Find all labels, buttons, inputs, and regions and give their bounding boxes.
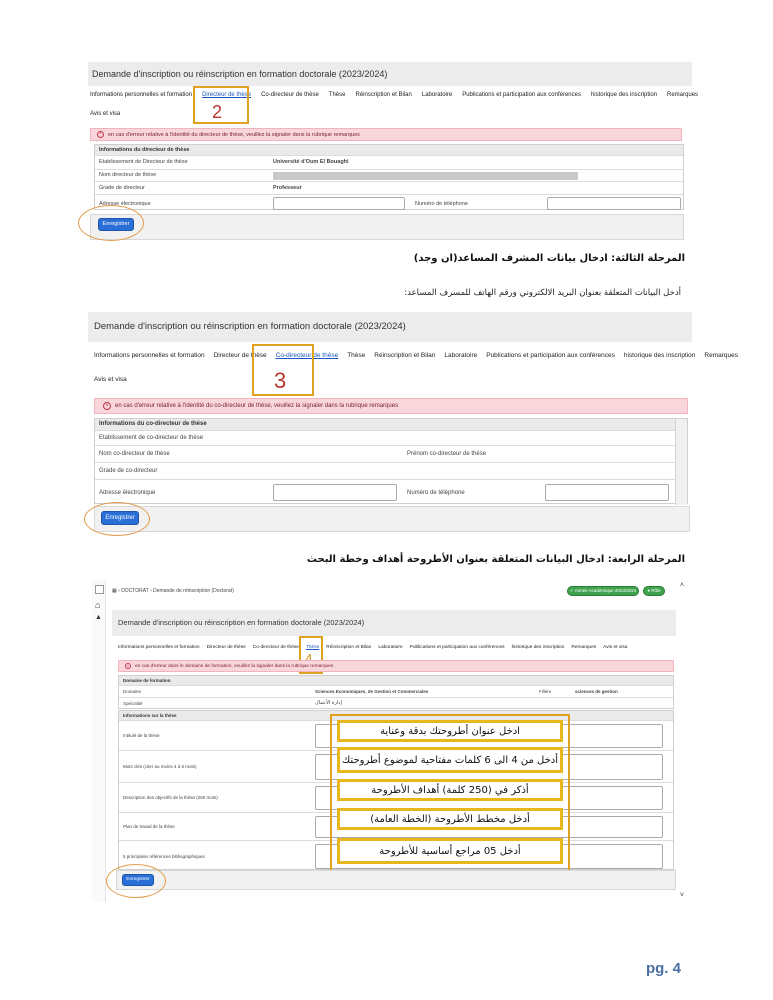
alert-text: en cas d'erreur relative à l'identité du co-directeur de thèse, veuillez la signaler dans la rubrique remarques [115, 403, 399, 409]
intitule-label: Intitulé de la thèse [123, 733, 160, 738]
objectifs-label: Description des objectifs de la thèse (250 mots) [123, 795, 218, 800]
directeur-info-box [94, 144, 684, 210]
alert-box [94, 398, 688, 414]
tab-bar [94, 352, 738, 359]
specialite-label: Spécialité [123, 701, 143, 706]
alert-box [90, 128, 682, 141]
save-button[interactable]: Enregistrer [122, 874, 154, 886]
tab-these[interactable]: Thèse [347, 352, 366, 359]
tab-remarques[interactable]: Remarques [704, 352, 739, 359]
email-input[interactable] [273, 484, 397, 501]
row-nom [95, 169, 683, 181]
save-highlight-ring [78, 205, 144, 241]
step-number: 2 [212, 102, 223, 122]
row-grade [95, 181, 683, 194]
grade-label: Grade de co-directeur [99, 468, 158, 474]
panel-directeur [88, 60, 699, 246]
panel-codirecteur [88, 312, 739, 534]
row-contact [95, 479, 675, 505]
tab-remarques[interactable]: Remarques [571, 645, 597, 650]
domaine-value: Sciences Economiques, de Gestion et Commerciales [315, 689, 429, 694]
scroll-down-icon[interactable]: ˅ [679, 892, 684, 899]
row-nom [95, 445, 675, 462]
tab-publications[interactable]: Publications et participation aux conférences [462, 92, 581, 98]
form-footer [116, 870, 676, 890]
etab-label: Etablissement de co-directeur de thèse [99, 435, 204, 441]
redacted-name [273, 172, 578, 180]
row-grade [95, 462, 675, 479]
row-contact [95, 194, 683, 211]
form-footer [94, 506, 690, 532]
plan-label: Plan de travail de la thèse [123, 824, 175, 829]
tab-these[interactable]: Thèse [305, 645, 320, 650]
prenom-label: Prénom co-directeur de thèse [407, 451, 487, 457]
tab-laboratoire[interactable]: Laboratoire [421, 92, 453, 98]
codirecteur-info-box [94, 418, 688, 504]
scrollbar[interactable] [675, 419, 687, 505]
tab-historique[interactable]: historique des inscription [623, 352, 696, 359]
step3-instruction: أدخل البيانات المتعلقة بعنوان البريد الالكتروني ورقم الهاتف للمسرف المساعد: [404, 288, 681, 298]
row-specialite [119, 697, 673, 710]
phone-input[interactable] [545, 484, 669, 501]
user-icon: ● [647, 588, 651, 593]
tab-reinscription[interactable]: Réinscription et Bilan [355, 92, 412, 98]
side-nav [92, 580, 106, 902]
grid-icon: ▦ [112, 588, 117, 594]
email-input[interactable] [273, 197, 405, 210]
tab-codirecteur[interactable]: Co-directeur de thèse [275, 352, 339, 359]
form-footer [90, 214, 684, 240]
alert-text: en cas d'erreur dans le domaine de formation, veuillez la signaler dans la rubrique remarques [135, 663, 334, 669]
save-highlight-ring [84, 502, 150, 536]
panel-title: Demande d'inscription ou réinscription en formation doctorale (2023/2024) [88, 62, 692, 86]
save-highlight-ring [106, 864, 166, 898]
tab-directeur[interactable]: Directeur de thèse [213, 352, 267, 359]
tab-historique[interactable]: historique des inscription [590, 92, 658, 98]
step-number: 3 [274, 368, 287, 393]
tab-informations[interactable]: Informations personnelles et formation [118, 645, 200, 650]
year-badge-text: Année Académique 2023/2024 [574, 588, 637, 593]
tab-publications[interactable]: Publications et participation aux conférences [486, 352, 615, 359]
calendar-icon: ✓ [569, 588, 574, 593]
email-label: Adresse électronique [99, 490, 156, 496]
callout-references: أدخل 05 مراجع أساسية للأطروحة [337, 838, 563, 864]
alert-text: en cas d'erreur relative à l'identité du directeur de thèse, veuillez la signaler dans la rubrique remarques [108, 131, 360, 138]
nom-label: Nom co-directeur de thèse [99, 451, 170, 457]
nom-label: Nom directeur de thèse [99, 172, 157, 178]
phone-input[interactable] [547, 197, 681, 210]
grade-value: Professeur [273, 185, 302, 191]
domaine-box [118, 675, 674, 709]
row-etablissement [95, 430, 675, 445]
chevron-right-icon: › [150, 588, 152, 594]
filiere-label: Filière [539, 689, 552, 694]
grade-label: Grade de directeur [99, 185, 145, 191]
save-button[interactable]: Enregistrer [101, 511, 139, 525]
panel-title: Demande d'inscription ou réinscription en formation doctorale (2023/2024) [112, 610, 676, 636]
graduation-cap-icon[interactable]: ▲ [95, 614, 102, 621]
panel-these [92, 580, 684, 902]
tab-codirecteur[interactable]: Co-directeur de thèse [252, 645, 299, 650]
callout-intitule: ادخل عنوان أطروحتك بدقة وعناية [337, 720, 563, 742]
tab-codirecteur[interactable]: Co-directeur de thèse [261, 92, 319, 98]
close-icon: × [97, 131, 104, 138]
breadcrumb [112, 588, 234, 594]
tab-informations[interactable]: Informations personnelles et formation [90, 92, 193, 98]
chevron-right-icon: › [118, 588, 120, 594]
phone-label: Numéro de téléphone [407, 490, 465, 496]
page-number: pg. 4 [645, 960, 681, 977]
close-icon: × [126, 663, 130, 668]
filiere-value: sciences de gestion [575, 689, 618, 694]
row-domaine [119, 685, 673, 697]
section-title: Informations du directeur de thèse [95, 145, 683, 155]
mots-cles-label: Mots clés (citer au moins 4 à 6 mots) [123, 764, 197, 769]
tab-directeur[interactable]: Directeur de thèse [202, 92, 252, 98]
callout-plan: أدخل مخطط الأطروحة (الخطة العامة) [337, 808, 563, 830]
tab-publications[interactable]: Publications et participation aux conférences [409, 645, 505, 650]
tab-reinscription[interactable]: Réinscription et Bilan [326, 645, 372, 650]
close-icon: × [103, 402, 111, 410]
alert-box [118, 660, 674, 672]
etab-label: Etablissement de Directeur de thèse [99, 159, 188, 165]
breadcrumb-doctorat[interactable]: DOCTORAT [121, 588, 149, 594]
tab-avis[interactable]: Avis et visa [603, 645, 628, 650]
tab-directeur[interactable]: Directeur de thèse [206, 645, 246, 650]
tab-informations[interactable]: Informations personnelles et formation [94, 352, 205, 359]
scroll-up-icon[interactable]: ˄ [679, 582, 684, 589]
section-title: Informations du co-directeur de thèse [95, 419, 687, 430]
phone-label: Numéro de téléphone [415, 201, 468, 207]
specialite-value: إدارة الأعمال [315, 700, 342, 706]
references-label: 5 principales références bibliographiques [123, 854, 205, 859]
etab-value: Université d'Oum El Bouaghi [273, 159, 349, 165]
email-label: Adresse électronique [99, 201, 151, 207]
tab-historique[interactable]: historique des inscription [511, 645, 565, 650]
save-button[interactable]: Enregistrer [98, 218, 134, 231]
step4-heading: المرحلة الرابعة: ادخال البيانات المتعلقة بعنوان الأطروحة أهداف وخطة البحث [306, 554, 685, 565]
domaine-label: Domaine [123, 689, 142, 694]
role-badge-text: Rôle [651, 588, 661, 593]
breadcrumb-demande[interactable]: Demande de réinscription (Doctorat) [153, 588, 234, 594]
tab-remarques[interactable]: Remarques [667, 92, 699, 98]
callout-mots-cles: أدخل من 4 الى 6 كلمات مفتاحية لموضوع أطروحتك [337, 747, 563, 773]
callout-objectifs: أذكر في (250 كلمة) أهداف الأطروحة [337, 779, 563, 801]
tab-reinscription[interactable]: Réinscription et Bilan [374, 352, 436, 359]
domain-section-title: Domaine de formation [119, 676, 673, 685]
tab-avis[interactable]: Avis et visa [94, 376, 127, 383]
tab-laboratoire[interactable]: Laboratoire [444, 352, 478, 359]
year-badge[interactable] [567, 586, 639, 596]
side-box[interactable] [95, 585, 104, 594]
tab-bar [90, 92, 698, 98]
tab-avis[interactable]: Avis et visa [90, 111, 121, 117]
tab-bar [118, 645, 627, 650]
row-etablissement [95, 155, 683, 169]
step3-heading: المرحلة الثالثة: ادخال بيانات المشرف المساعد(ان وجد) [413, 253, 685, 264]
tab-laboratoire[interactable]: Laboratoire [378, 645, 403, 650]
panel-title: Demande d'inscription ou réinscription en formation doctorale (2023/2024) [88, 312, 692, 342]
home-icon[interactable]: ⌂ [95, 600, 101, 610]
tab-these[interactable]: Thèse [328, 92, 346, 98]
these-section-title: Informations sur la thèse [119, 711, 673, 720]
role-badge[interactable] [643, 586, 665, 596]
